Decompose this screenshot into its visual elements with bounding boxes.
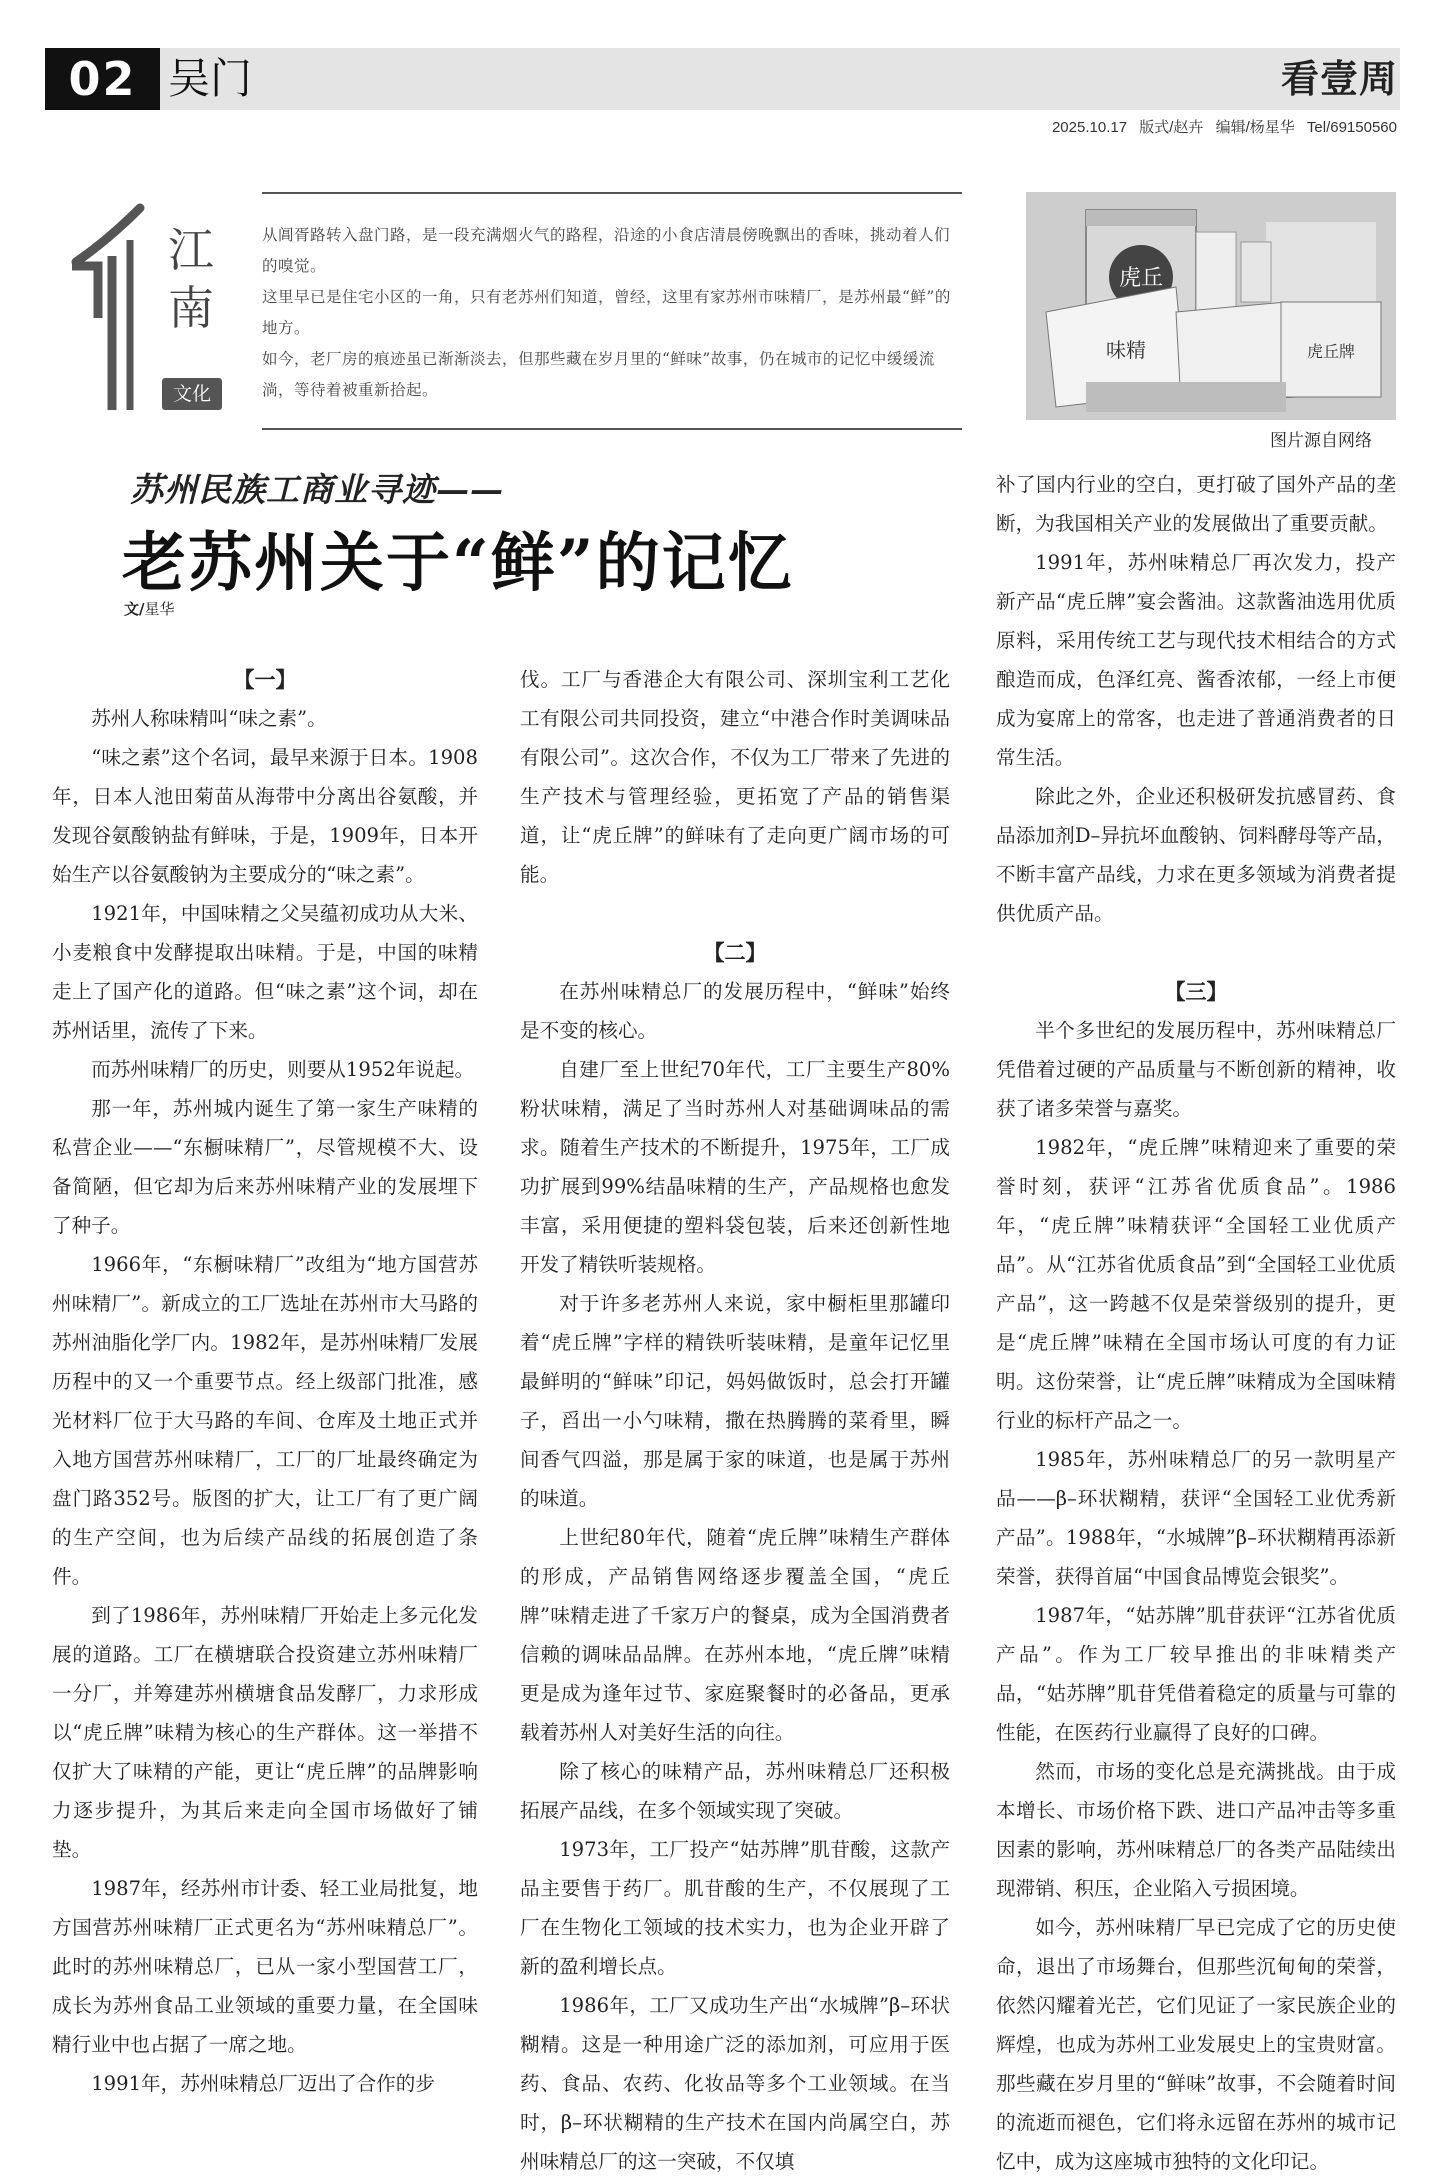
text-column-2 [520, 660, 950, 2181]
intro-paragraph: 如今，老厂房的痕迹虽已渐渐淡去，但那些藏在岁月里的“鲜味”故事，仍在城市的记忆中缓缓流淌，等待着被重新拾起。 [262, 350, 935, 399]
paragraph: “味之素”这个名词，最早来源于日本。1908年，日本人池田菊苗从海带中分离出谷氨酸，并发现谷氨酸钠盐有鲜味，于是，1909年，日本开始生产以谷氨酸钠为主要成分的“味之素”。 [52, 746, 478, 886]
paragraph: 然而，市场的变化总是充满挑战。由于成本增长、市场价格下跌、进口产品冲击等多重因素的影响，苏州味精总厂的各类产品陆续出现滞销、积压，企业陷入亏损困境。 [996, 1760, 1396, 1900]
paragraph: 1966年，“东橱味精厂”改组为“地方国营苏州味精厂”。新成立的工厂选址在苏州市大马路的苏州油脂化学厂内。1982年，是苏州味精厂发展历程中的又一个重要节点。经上级部门批准，感光材料厂位于大马路的车间、仓库及土地正式并入地方国营苏州味精厂，工厂的厂址最终确定为盘门路352号。版图的扩大，让工厂有了更广阔的生产空间，也为后续产品线的拓展创造了条件。 [52, 1253, 478, 1588]
paragraph-continued: 伐。工厂与香港企大有限公司、深圳宝利工艺化工有限公司共同投资，建立“中港合作时美调味品有限公司”。这次合作，不仅为工厂带来了先进的生产技术与管理经验，更拓宽了产品的销售渠道，让“虎丘牌”的鲜味有了走向更广阔市场的可能。 [520, 668, 950, 886]
intro-box [262, 192, 962, 430]
paragraph: 1973年，工厂投产“姑苏牌”肌苷酸，这款产品主要售于药厂。肌苷酸的生产，不仅展现了工厂在生物化工领域的技术实力，也为企业开辟了新的盈利增长点。 [520, 1838, 950, 1978]
paragraph: 1921年，中国味精之父吴蕴初成功从大米、小麦粮食中发酵提取出味精。于是，中国的味精走上了国产化的道路。但“味之素”这个词，却在苏州话里，流传了下来。 [52, 902, 478, 1042]
paragraph: 1987年，“姑苏牌”肌苷获评“江苏省优质产品”。作为工厂较早推出的非味精类产品，“姑苏牌”肌苷凭借着稳定的质量与可靠的性能，在医药行业赢得了良好的口碑。 [996, 1604, 1396, 1744]
byline [124, 598, 175, 619]
editor: 编辑/杨星华 [1215, 119, 1295, 136]
intro-paragraph: 从阊胥路转入盘门路，是一段充满烟火气的路程，沿途的小食店清晨傍晚飘出的香味，挑动着人们的嗅觉。 [262, 226, 951, 275]
paragraph: 1991年，苏州味精总厂再次发力，投产新产品“虎丘牌”宴会酱油。这款酱油选用优质原料，采用传统工艺与现代技术相结合的方式酿造而成，色泽红亮、酱香浓郁，一经上市便成为宴席上的常客，也走进了普通消费者的日常生活。 [996, 551, 1396, 769]
text-column-3 [996, 465, 1396, 2181]
paragraph: 半个多世纪的发展历程中，苏州味精总厂凭借着过硬的产品质量与不断创新的精神，收获了诸多荣誉与嘉奖。 [996, 1019, 1396, 1120]
paragraph: 除此之外，企业还积极研发抗感冒药、食品添加剂D–异抗坏血酸钠、饲料酵母等产品，不断丰富产品线，力求在更多领域为消费者提供优质产品。 [996, 785, 1396, 925]
paragraph: 1991年，苏州味精总厂迈出了合作的步 [91, 2072, 435, 2095]
paragraph-continued: 补了国内行业的空白，更打破了国外产品的垄断，为我国相关产业的发展做出了重要贡献。 [996, 473, 1396, 535]
paragraph: 1985年，苏州味精总厂的另一款明星产品——β–环状糊精，获评“全国轻工业优秀新产品”。1988年，“水城牌”β–环状糊精再添新荣誉，获得首届“中国食品博览会银奖”。 [996, 1448, 1396, 1588]
layout-editor: 版式/赵卉 [1139, 119, 1204, 136]
paragraph: 自建厂至上世纪70年代，工厂主要生产80%粉状味精，满足了当时苏州人对基础调味品的需求。随着生产技术的不断提升，1975年，工厂成功扩展到99%结晶味精的生产，产品规格也愈发丰富，采用便捷的塑料袋包装，后来还创新性地开发了精铁听装规格。 [520, 1058, 950, 1276]
section-heading-1: 【一】 [233, 667, 297, 692]
text-column-1 [52, 660, 478, 2103]
byline-prefix: 文/ [124, 600, 145, 618]
paragraph: 在苏州味精总厂的发展历程中，“鲜味”始终是不变的核心。 [520, 980, 950, 1042]
paragraph: 1982年，“虎丘牌”味精迎来了重要的荣誉时刻，获评“江苏省优质食品”。1986年，“虎丘牌”味精获评“全国轻工业优质产品”。从“江苏省优质食品”到“全国轻工业优质产品”，这一跨越不仅是荣誉级别的提升，更是“虎丘牌”味精在全国市场认可度的有力证明。这份荣誉，让“虎丘牌”味精成为全国味精行业的标杆产品之一。 [996, 1136, 1396, 1432]
article-kicker: 苏州民族工商业寻迹—— [130, 470, 504, 509]
paragraph: 而苏州味精厂的历史，则要从1952年说起。 [91, 1058, 475, 1081]
paragraph: 除了核心的味精产品，苏州味精总厂还积极拓展产品线，在多个领域实现了突破。 [520, 1760, 950, 1822]
paragraph: 1986年，工厂又成功生产出“水城牌”β–环状糊精。这是一种用途广泛的添加剂，可应用于医药、食品、农药、化妆品等多个工业领域。在当时，β–环状糊精的生产技术在国内尚属空白，苏州味精总厂的这一突破，不仅填 [520, 1994, 950, 2173]
paragraph: 那一年，苏州城内诞生了第一家生产味精的私营企业——“东橱味精厂”，尽管规模不大、设备简陋，但它却为后来苏州味精产业的发展埋下了种子。 [52, 1097, 478, 1237]
box-label: 虎丘牌 [1306, 342, 1356, 361]
paragraph: 对于许多老苏州人来说，家中橱柜里那罐印着“虎丘牌”字样的精铁听装味精，是童年记忆里最鲜明的“鲜味”印记，妈妈做饭时，总会打开罐子，舀出一小勺味精，撒在热腾腾的菜肴里，瞬间香气四溢，那是属于家的味道，也是属于苏州的味道。 [520, 1292, 950, 1510]
logo-subtitle: 文化 [162, 378, 222, 410]
paragraph: 苏州人称味精叫“味之素”。 [91, 707, 327, 730]
section-title: 吴门 [168, 54, 253, 103]
photo-credit: 图片源自网络 [1270, 431, 1372, 451]
product-photo [1026, 192, 1396, 420]
newspaper-brand: 看壹周 [1280, 57, 1398, 101]
msg-products-image [1026, 192, 1396, 420]
section-heading-3: 【三】 [1164, 979, 1228, 1004]
paragraph: 如今，苏州味精厂早已完成了它的历史使命，退出了市场舞台，但那些沉甸甸的荣誉，依然闪耀着光芒，它们见证了一家民族企业的辉煌，也成为苏州工业发展史上的宝贵财富。那些藏在岁月里的“鲜味”故事，不会随着时间的流逝而褪色，它们将永远留在苏州的城市记忆中，成为这座城市独特的文化印记。 [996, 1916, 1396, 2173]
page-number: 02 [45, 48, 160, 110]
bag-label: 味精 [1106, 338, 1146, 362]
can-label: 虎丘 [1118, 266, 1164, 291]
telephone: Tel/69150560 [1306, 119, 1397, 136]
issue-date: 2025.10.17 [1051, 119, 1128, 136]
byline-author: 星华 [144, 600, 175, 618]
article-headline: 老苏州关于“鲜”的记忆 [122, 526, 794, 601]
paragraph: 上世纪80年代，随着“虎丘牌”味精生产群体的形成，产品销售网络逐步覆盖全国，“虎丘牌”味精走进了千家万户的餐桌，成为全国消费者信赖的调味品品牌。在苏州本地，“虎丘牌”味精更是成为逢年过节、家庭聚餐时的必备品，更承载着苏州人对美好生活的向往。 [520, 1526, 950, 1744]
logo-char-jiang: 江 [168, 223, 214, 277]
eave-icon [68, 200, 168, 415]
paragraph: 到了1986年，苏州味精厂开始走上多元化发展的道路。工厂在横塘联合投资建立苏州味精厂一分厂，并筹建苏州横塘食品发酵厂，力求形成以“虎丘牌”味精为核心的生产群体。这一举措不仅扩大了味精的产能，更让“虎丘牌”的品牌影响力逐步提升，为其后来走向全国市场做好了铺垫。 [52, 1604, 478, 1861]
section-heading-2: 【二】 [703, 940, 767, 965]
issue-meta [1044, 116, 1397, 137]
logo-char-nan: 南 [168, 281, 214, 335]
intro-paragraph: 这里早已是住宅小区的一角，只有老苏州们知道，曾经，这里有家苏州市味精厂，是苏州最“鲜”的地方。 [262, 288, 951, 337]
paragraph: 1987年，经苏州市计委、轻工业局批复，地方国营苏州味精厂正式更名为“苏州味精总厂”。此时的苏州味精总厂，已从一家小型国营工厂，成长为苏州食品工业领域的重要力量，在全国味精行业中也占据了一席之地。 [52, 1877, 478, 2056]
